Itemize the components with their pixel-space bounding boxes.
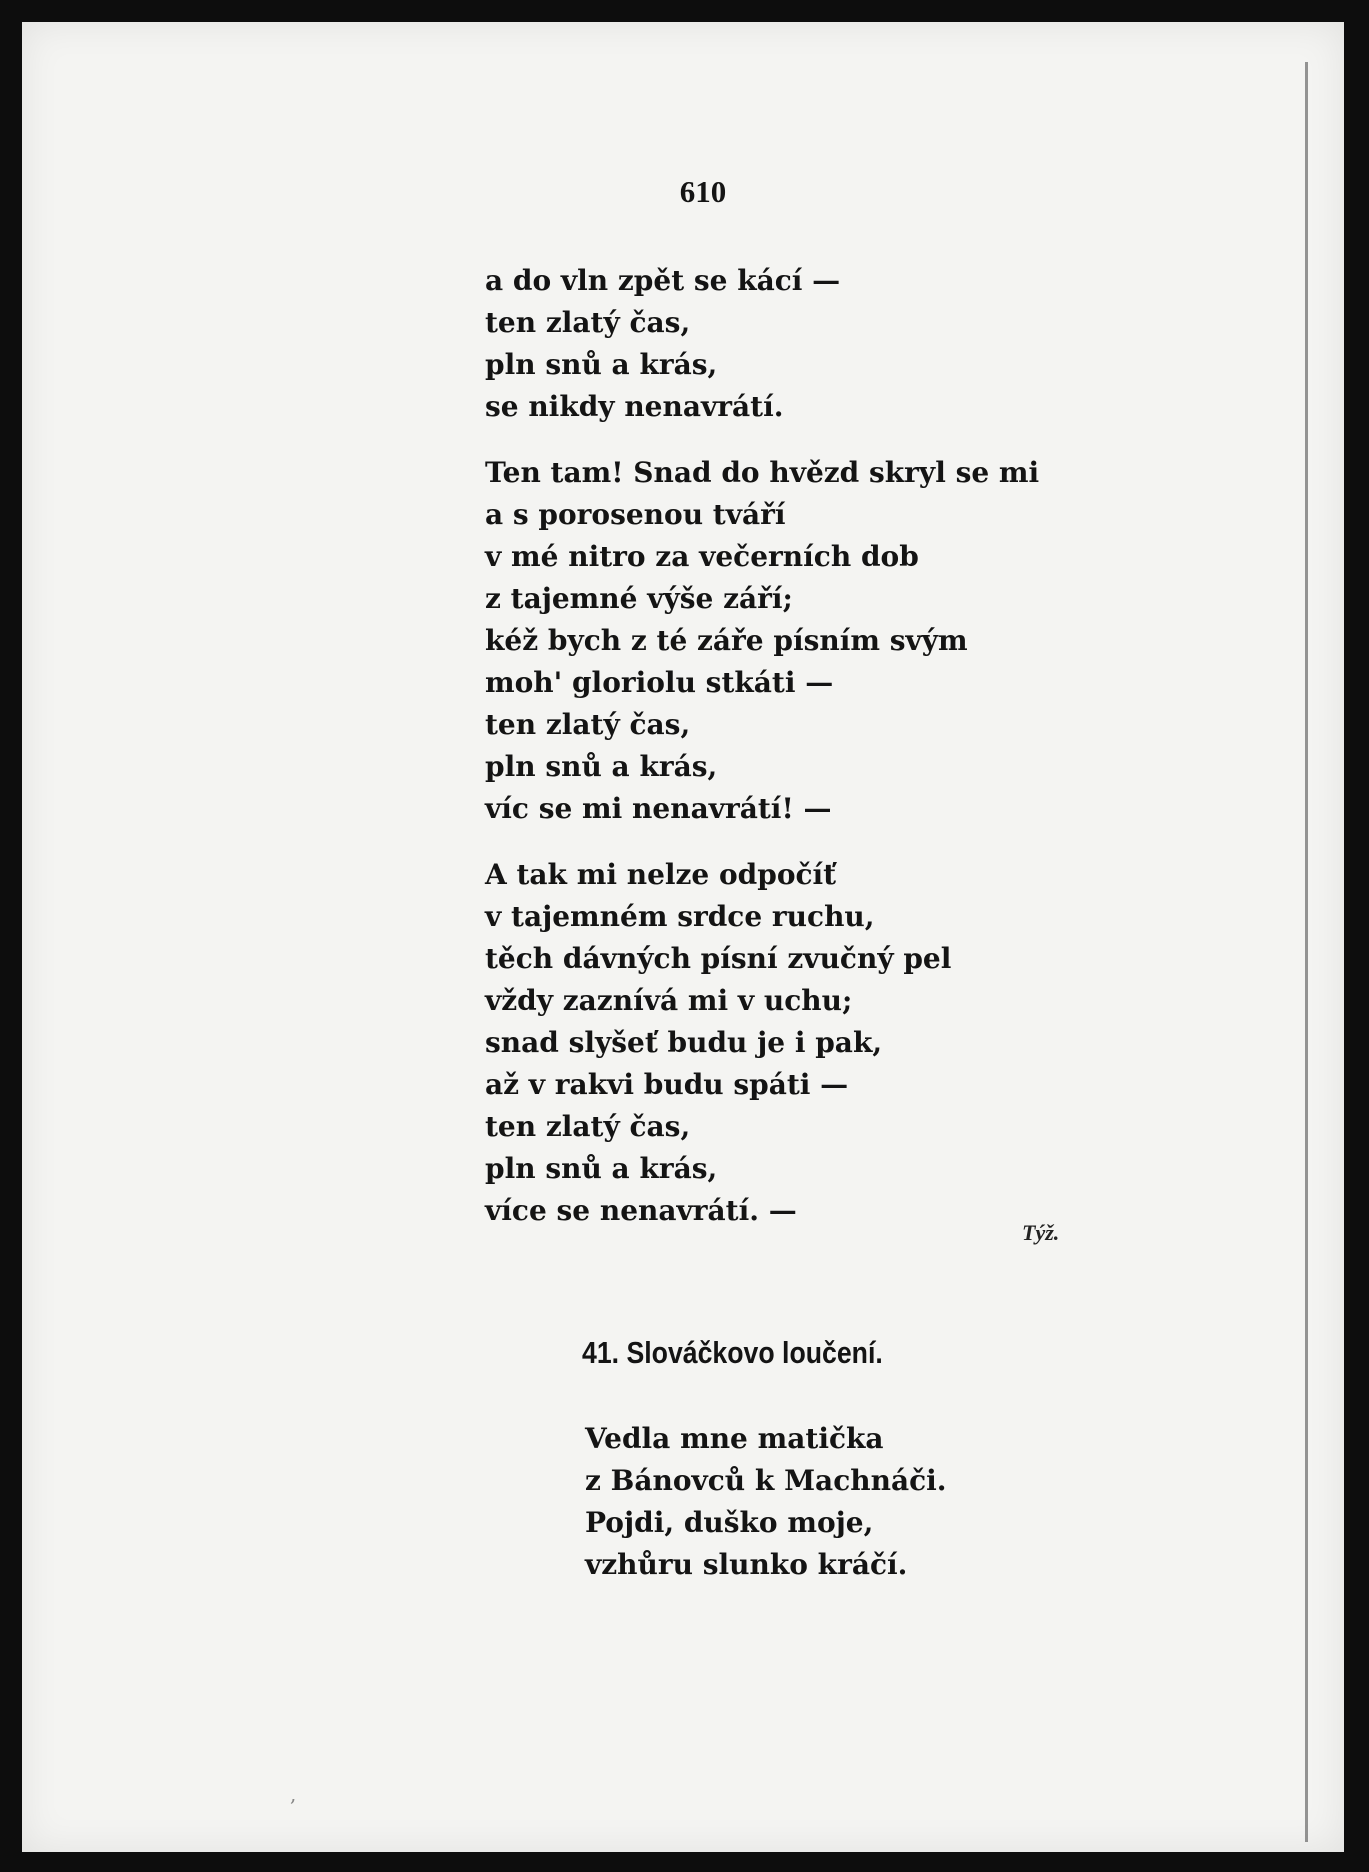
poem-line: z tajemné výše září; bbox=[485, 582, 793, 615]
poem-line: pln snů a krás, bbox=[485, 1152, 718, 1185]
poem-line: z Bánovců k Machnáči. bbox=[585, 1464, 947, 1497]
next-poem bbox=[585, 1418, 947, 1586]
poem-line: Ten tam! Snad do hvězd skryl se mi bbox=[485, 456, 1040, 489]
scan-speck: , bbox=[290, 1782, 297, 1806]
stanza bbox=[485, 452, 1039, 830]
poem-line: Pojdi, duško moje, bbox=[585, 1506, 874, 1539]
poem-line: ten zlatý čas, bbox=[485, 1110, 691, 1143]
page-edge-shadow bbox=[1305, 62, 1308, 1842]
poem-line: vždy zaznívá mi v uchu; bbox=[485, 984, 853, 1017]
poem-line: kéž bych z té záře písním svým bbox=[485, 624, 968, 657]
poem-line: víc se mi nenavrátí! — bbox=[485, 792, 832, 825]
poem-line: pln snů a krás, bbox=[485, 348, 718, 381]
poem-line: moh' gloriolu stkáti — bbox=[485, 666, 834, 699]
stanza bbox=[485, 854, 1039, 1232]
poem-line: v tajemném srdce ruchu, bbox=[485, 900, 875, 933]
poem-line: pln snů a krás, bbox=[485, 750, 718, 783]
poem-heading: 41. Slováčkovo loučení. bbox=[582, 1335, 883, 1370]
poem-line: ten zlatý čas, bbox=[485, 306, 691, 339]
poem-line: vzhůru slunko kráčí. bbox=[585, 1548, 908, 1581]
poem-line: těch dávných písní zvučný pel bbox=[485, 942, 952, 975]
poem-line: se nikdy nenavrátí. bbox=[485, 390, 784, 423]
poem-line: až v rakvi budu spáti — bbox=[485, 1068, 849, 1101]
poem-line: snad slyšeť budu je i pak, bbox=[485, 1026, 883, 1059]
poem-attribution: Týž. bbox=[1022, 1220, 1060, 1245]
poem-line: ten zlatý čas, bbox=[485, 708, 691, 741]
poem-line: a s porosenou tváří bbox=[485, 498, 786, 531]
poem-line: a do vln zpět se kácí — bbox=[485, 264, 841, 297]
stanza bbox=[485, 260, 1039, 428]
poem-line: v mé nitro za večerních dob bbox=[485, 540, 919, 573]
poem-line: více se nenavrátí. — bbox=[485, 1194, 797, 1227]
poem-continuation bbox=[485, 260, 1039, 1256]
poem-line: A tak mi nelze odpočíť bbox=[485, 858, 837, 891]
book-page bbox=[22, 22, 1344, 1852]
page-number: 610 bbox=[679, 174, 727, 209]
poem-line: Vedla mne matička bbox=[585, 1422, 884, 1455]
